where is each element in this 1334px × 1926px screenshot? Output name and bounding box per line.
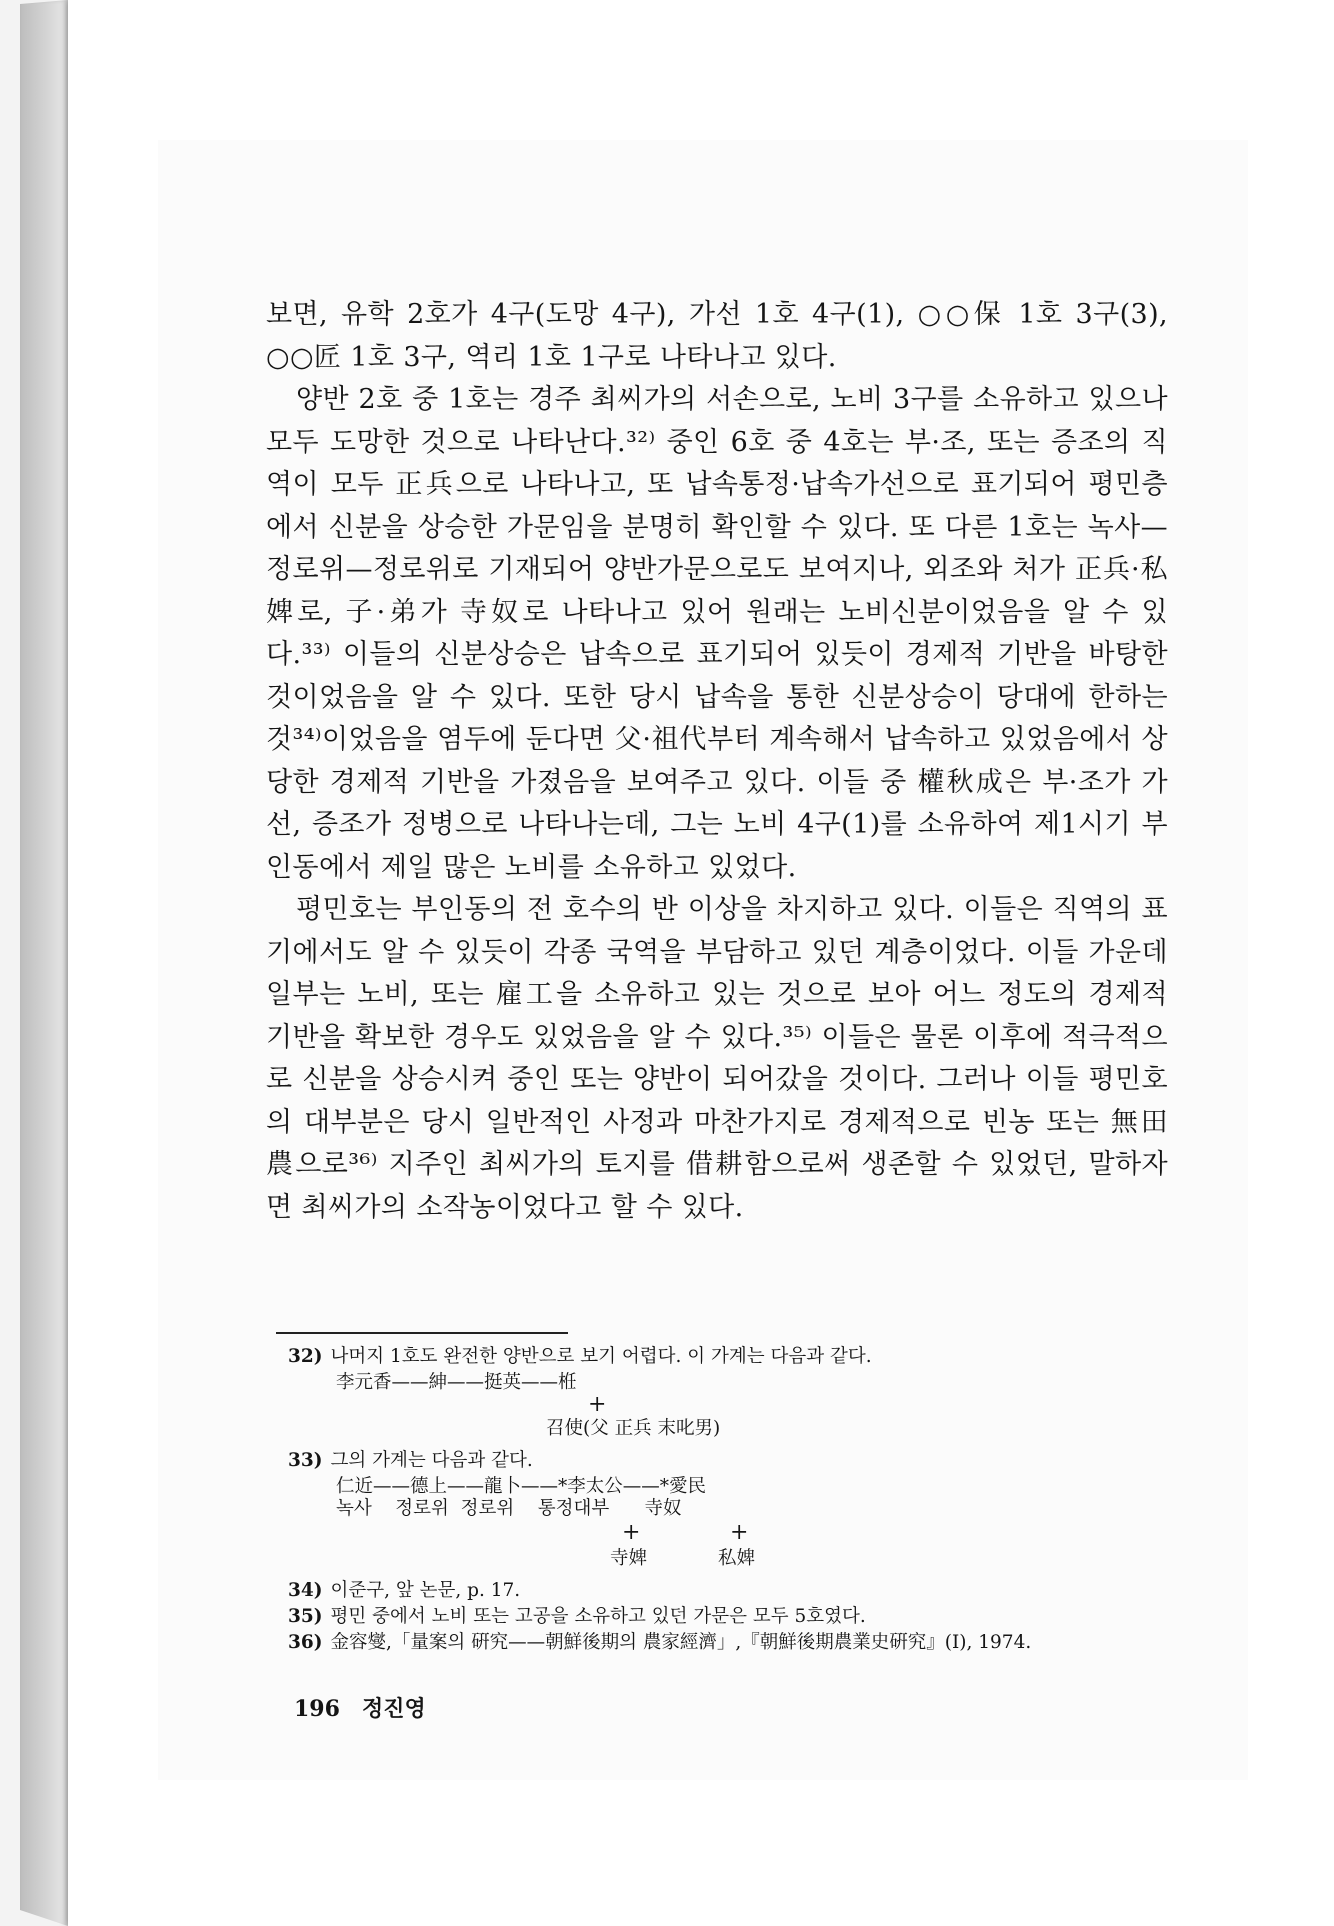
footnote-32 (288, 1344, 1168, 1370)
plus-sign: + (588, 1392, 607, 1417)
genealogy-32 (288, 1370, 1168, 1448)
page-footer (294, 1692, 426, 1723)
footnote-number: 32) (288, 1346, 323, 1367)
footnote-text: 이준구, 앞 논문, p. 17. (330, 1580, 521, 1601)
page-number: 196 (294, 1696, 340, 1722)
genealogy-roles: 녹사 정로위 정로위 통정대부 寺奴 (336, 1498, 682, 1519)
footnote-number: 34) (288, 1580, 323, 1601)
genealogy-line: 私婢 (718, 1548, 756, 1569)
footnote-text: 나머지 1호도 완전한 양반으로 보기 어렵다. 이 가계는 다음과 같다. (330, 1346, 872, 1367)
genealogy-33 (288, 1474, 1168, 1578)
book-spine (20, 0, 68, 1926)
footnote-36 (288, 1630, 1168, 1656)
genealogy-line: 李元香——紳——挺英——栣 (336, 1372, 577, 1393)
genealogy-line: 召使(父 正兵 末叱男) (546, 1418, 721, 1439)
body-text (266, 294, 1168, 1229)
plus-sign: + (622, 1520, 641, 1545)
running-author: 정진영 (361, 1696, 426, 1722)
footnote-text: 그의 가계는 다음과 같다. (330, 1450, 533, 1471)
footnote-33 (288, 1448, 1168, 1474)
footnote-divider (276, 1332, 568, 1334)
plus-sign: + (730, 1520, 749, 1545)
paragraph-3: 평민호는 부인동의 전 호수의 반 이상을 차지하고 있다. 이들은 직역의 표기에서도 알 수 있듯이 각종 국역을 부담하고 있던 계층이었다. 이들 가운데 일부는 노비, 또는 雇工을 소유하고 있는 것으로 보아 어느 정도의 경제적 기반을 확보한 경우도 있었음을 알 수 있다.³⁵⁾ 이들은 물론 이후에 적극적으로 신분을 상승시켜 중인 또는 양반이 되어갔을 것이다. 그러나 이들 평민호의 대부분은 당시 일반적인 사정과 마찬가지로 경제적으로 빈농 또는 無田農으로³⁶⁾ 지주인 최씨가의 토지를 借耕함으로써 생존할 수 있었던, 말하자면 최씨가의 소작농이었다고 할 수 있다. (266, 894, 1168, 1223)
footnotes (288, 1344, 1168, 1656)
footnote-number: 33) (288, 1450, 323, 1471)
genealogy-line: 仁近——德上——龍卜——*李太公——*愛民 (336, 1476, 707, 1497)
footnote-text: 金容燮,「量案의 硏究——朝鮮後期의 農家經濟」,『朝鮮後期農業史硏究』(I), 1974. (330, 1632, 1032, 1653)
footnote-text: 평민 중에서 노비 또는 고공을 소유하고 있던 가문은 모두 5호였다. (330, 1606, 866, 1627)
footnote-number: 35) (288, 1606, 323, 1627)
footnote-35 (288, 1604, 1168, 1630)
paragraph-2: 양반 2호 중 1호는 경주 최씨가의 서손으로, 노비 3구를 소유하고 있으나 모두 도망한 것으로 나타난다.³²⁾ 중인 6호 중 4호는 부·조, 또는 증조의 직역이 모두 正兵으로 나타나고, 또 납속통정·납속가선으로 표기되어 평민층에서 신분을 상승한 가문임을 분명히 확인할 수 있다. 또 다른 1호는 녹사—정로위—정로위로 기재되어 양반가문으로도 보여지나, 외조와 처가 正兵·私婢로, 子·弟가 寺奴로 나타나고 있어 원래는 노비신분이었음을 알 수 있다.³³⁾ 이들의 신분상승은 납속으로 표기되어 있듯이 경제적 기반을 바탕한 것이었음을 알 수 있다. 또한 당시 납속을 통한 신분상승이 당대에 한하는 것³⁴⁾이었음을 염두에 둔다면 父·祖代부터 계속해서 납속하고 있었음에서 상당한 경제적 기반을 가졌음을 보여주고 있다. 이들 중 權秋成은 부·조가 가선, 증조가 정병으로 나타나는데, 그는 노비 4구(1)를 소유하여 제1시기 부인동에서 제일 많은 노비를 소유하고 있었다. (266, 384, 1168, 883)
footnote-34 (288, 1578, 1168, 1604)
genealogy-line: 寺婢 (610, 1548, 648, 1569)
paragraph-1: 보면, 유학 2호가 4구(도망 4구), 가선 1호 4구(1), ○○保 1호 3구(3), ○○匠 1호 3구, 역리 1호 1구로 나타나고 있다. (266, 299, 1168, 373)
footnote-number: 36) (288, 1632, 323, 1653)
